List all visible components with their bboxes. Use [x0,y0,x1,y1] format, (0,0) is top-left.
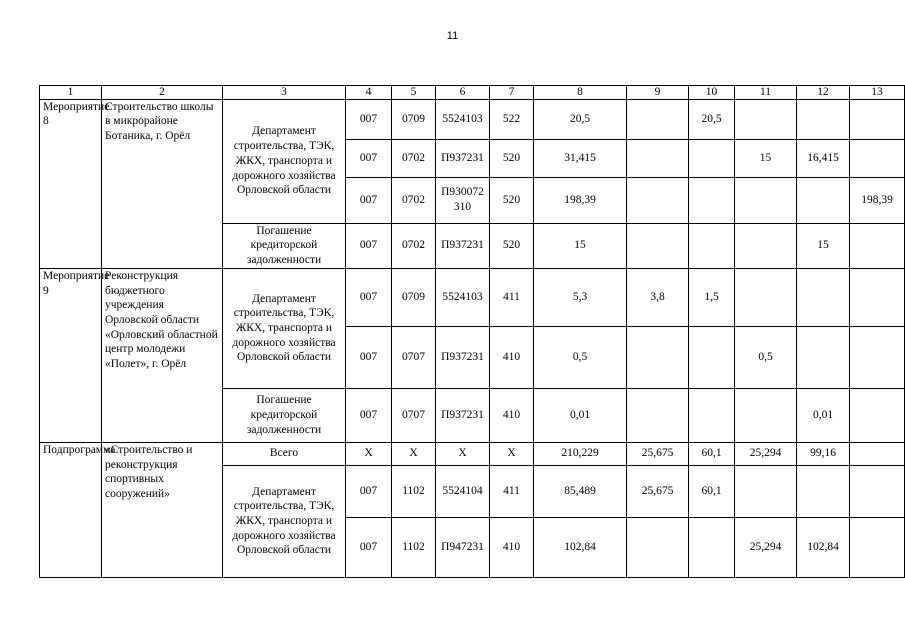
activity-cell: Мероприятие 8 [40,99,102,268]
cell-col6: П937231 [436,388,490,442]
cell-col13 [850,517,905,577]
cell-col6: 5524104 [436,465,490,517]
cell-col8: 85,489 [534,465,627,517]
cell-col13 [850,268,905,326]
executor-cell: Департамент строительства, ТЭК, ЖКХ, транспорта и дорожного хозяйства Орловской области [223,465,346,577]
executor-cell: Всего [223,442,346,465]
executor-cell: Погашение кредиторской задолженности [223,223,346,268]
cell-col8: 102,84 [534,517,627,577]
cell-col4: 007 [346,517,392,577]
cell-col8: 198,39 [534,177,627,223]
header-cell: 10 [689,86,735,100]
header-cell: 5 [392,86,436,100]
cell-col7: 411 [490,465,534,517]
cell-col10 [689,139,735,177]
cell-col8: 20,5 [534,99,627,139]
cell-col7: 410 [490,517,534,577]
cell-col4: Х [346,442,392,465]
object-cell: «Строительство и реконструкция спортивных сооружений» [102,442,223,577]
cell-col5: 0707 [392,326,436,388]
cell-col6: П937231 [436,326,490,388]
cell-col13 [850,326,905,388]
header-cell: 8 [534,86,627,100]
cell-col12 [797,326,850,388]
cell-col11: 25,294 [735,517,797,577]
cell-col5: 0709 [392,99,436,139]
cell-col9 [627,139,689,177]
cell-col12: 15 [797,223,850,268]
header-cell: 6 [436,86,490,100]
header-cell: 4 [346,86,392,100]
table-row [40,268,905,326]
cell-col11 [735,99,797,139]
cell-col5: 0702 [392,139,436,177]
cell-col9: 3,8 [627,268,689,326]
cell-col10 [689,388,735,442]
cell-col9: 25,675 [627,465,689,517]
cell-col11: 0,5 [735,326,797,388]
cell-col13 [850,465,905,517]
cell-col10 [689,326,735,388]
cell-col12: 0,01 [797,388,850,442]
cell-col7: 522 [490,99,534,139]
cell-col9: 25,675 [627,442,689,465]
cell-col11: 25,294 [735,442,797,465]
cell-col13 [850,223,905,268]
object-cell: Строительство школы в микрорайоне Ботаника, г. Орёл [102,99,223,268]
header-cell: 3 [223,86,346,100]
cell-col11: 15 [735,139,797,177]
cell-col12 [797,465,850,517]
cell-col10 [689,223,735,268]
cell-col12 [797,177,850,223]
cell-col7: 520 [490,177,534,223]
cell-col11 [735,465,797,517]
cell-col7: 410 [490,326,534,388]
cell-col4: 007 [346,177,392,223]
cell-col9 [627,223,689,268]
cell-col11 [735,388,797,442]
cell-col13 [850,388,905,442]
cell-col13 [850,139,905,177]
cell-col9 [627,99,689,139]
cell-col11 [735,268,797,326]
header-cell: 7 [490,86,534,100]
cell-col6: Х [436,442,490,465]
cell-col8: 0,5 [534,326,627,388]
cell-col12: 16,415 [797,139,850,177]
cell-col8: 5,3 [534,268,627,326]
header-cell: 13 [850,86,905,100]
cell-col12: 102,84 [797,517,850,577]
cell-col6: 5524103 [436,268,490,326]
cell-col12 [797,99,850,139]
cell-col9 [627,177,689,223]
cell-col7: 411 [490,268,534,326]
header-cell: 11 [735,86,797,100]
cell-col10 [689,177,735,223]
table-row [40,442,905,465]
cell-col6: П947231 [436,517,490,577]
cell-col13 [850,99,905,139]
cell-col5: 1102 [392,517,436,577]
cell-col5: 0702 [392,177,436,223]
cell-col6: 5524103 [436,99,490,139]
cell-col7: 410 [490,388,534,442]
budget-table [39,85,905,578]
cell-col6: П930072310 [436,177,490,223]
cell-col4: 007 [346,223,392,268]
cell-col7: 520 [490,139,534,177]
activity-cell: Подпрограмма [40,442,102,577]
activity-cell: Мероприятие 9 [40,268,102,442]
cell-col10: 1,5 [689,268,735,326]
cell-col9 [627,326,689,388]
cell-col12: 99,16 [797,442,850,465]
executor-cell: Департамент строительства, ТЭК, ЖКХ, транспорта и дорожного хозяйства Орловской области [223,268,346,388]
cell-col8: 31,415 [534,139,627,177]
header-row [40,86,905,100]
cell-col13: 198,39 [850,177,905,223]
cell-col5: Х [392,442,436,465]
executor-cell: Погашение кредиторской задолженности [223,388,346,442]
cell-col4: 007 [346,268,392,326]
cell-col5: 0709 [392,268,436,326]
cell-col8: 0,01 [534,388,627,442]
page-number: 11 [446,30,459,42]
cell-col10: 20,5 [689,99,735,139]
header-cell: 12 [797,86,850,100]
header-cell: 9 [627,86,689,100]
executor-cell: Департамент строительства, ТЭК, ЖКХ, транспорта и дорожного хозяйства Орловской области [223,99,346,223]
cell-col10: 60,1 [689,465,735,517]
cell-col11 [735,223,797,268]
object-cell: Реконструкция бюджетного учреждения Орловской области «Орловский областной центр молодежи «Полет», г. Орёл [102,268,223,442]
cell-col10: 60,1 [689,442,735,465]
cell-col6: П937231 [436,223,490,268]
table-row [40,99,905,139]
cell-col9 [627,388,689,442]
cell-col4: 007 [346,139,392,177]
cell-col8: 210,229 [534,442,627,465]
cell-col7: Х [490,442,534,465]
cell-col12 [797,268,850,326]
cell-col7: 520 [490,223,534,268]
cell-col5: 0702 [392,223,436,268]
cell-col9 [627,517,689,577]
header-cell: 1 [40,86,102,100]
cell-col4: 007 [346,99,392,139]
cell-col10 [689,517,735,577]
cell-col5: 0707 [392,388,436,442]
cell-col4: 007 [346,326,392,388]
cell-col6: П937231 [436,139,490,177]
cell-col5: 1102 [392,465,436,517]
cell-col4: 007 [346,465,392,517]
cell-col8: 15 [534,223,627,268]
header-cell: 2 [102,86,223,100]
cell-col4: 007 [346,388,392,442]
cell-col13 [850,442,905,465]
cell-col11 [735,177,797,223]
